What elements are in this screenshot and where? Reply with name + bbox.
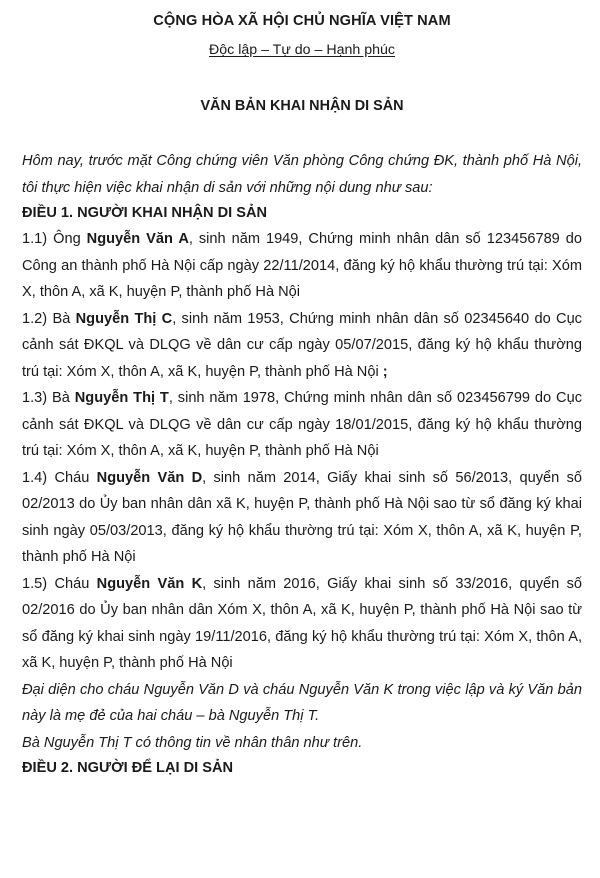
heir-prefix: 1.5) Cháu [22, 575, 97, 592]
heir-item-1 [22, 226, 582, 306]
heir-name: Nguyễn Văn K [96, 575, 203, 592]
heir-item-3 [22, 385, 582, 465]
representative-note: Đại diện cho cháu Nguyễn Văn D và cháu Nguyễn Văn K trong việc lập và ký Văn bản này là mẹ đẻ của hai cháu – bà Nguyễn Thị T. [22, 681, 582, 724]
document-title: VĂN BẢN KHAI NHẬN DI SẢN [200, 98, 404, 114]
heir-item-5 [22, 571, 582, 677]
heir-item-4 [22, 465, 582, 571]
heir-name: Nguyễn Văn A [86, 231, 189, 247]
heir-prefix: 1.2) Bà [22, 310, 76, 327]
heir-details: , sinh năm 2014, Giấy khai sinh số 56/2013, quyển số 02/2013 do Ủy ban nhân dân xã K, huyện P, thành phố Hà Nội sao từ sổ đăng ký khai sinh ngày 05/03/2013, đăng ký hộ khẩu thường trú tại: Xóm X, thôn A, xã K, huyện P, thành phố Hà Nội [22, 469, 582, 565]
identity-note: Bà Nguyễn Thị T có thông tin về nhân thân như trên. [22, 734, 363, 751]
motto-text: Độc lập – Tự do – Hạnh phúc [209, 42, 395, 58]
heir-prefix: 1.4) Cháu [22, 469, 97, 486]
heir-name: Nguyễn Văn D [96, 469, 203, 486]
national-motto [22, 42, 582, 58]
heir-details: , sinh năm 2016, Giấy khai sinh số 33/2016, quyển số 02/2016 do Ủy ban nhân dân Xóm X, thôn A, xã K, huyện P, thành phố Hà Nội sao từ sổ đăng ký khai sinh ngày 19/11/2016, đăng ký hộ khẩu thường trú tại: Xóm X, thôn A, xã K, huyện P, thành phố Hà Nội [22, 575, 582, 671]
heir-suffix: ; [382, 363, 388, 380]
article-1-heading: ĐIỀU 1. NGƯỜI KHAI NHẬN DI SẢN [22, 205, 268, 221]
heir-prefix: 1.3) Bà [22, 390, 75, 406]
heir-details: , sinh năm 1949, Chứng minh nhân dân số 123456789 do Công an thành phố Hà Nội cấp ngày 22/11/2014, đăng ký hộ khẩu thường trú tại: Xóm X, thôn A, xã K, huyện P, thành phố Hà Nội [22, 231, 582, 300]
national-title: CỘNG HÒA XÃ HỘI CHỦ NGHĨA VIỆT NAM [153, 13, 451, 29]
heir-name: Nguyễn Thị T [74, 390, 169, 406]
heir-details: , sinh năm 1953, Chứng minh nhân dân số 02345640 do Cục cảnh sát ĐKQL và DLQG về dân cư cấp ngày 05/07/2015, đăng ký hộ khẩu thường trú tại: Xóm X, thôn A, xã K, huyện P, thành phố Hà Nội [22, 310, 582, 380]
heir-prefix: 1.1) Ông [22, 231, 87, 247]
heir-item-2 [22, 306, 582, 386]
heir-name: Nguyễn Thị C [75, 310, 173, 327]
article-2-heading: ĐIỀU 2. NGƯỜI ĐỂ LẠI DI SẢN [22, 760, 234, 776]
heir-details: , sinh năm 1978, Chứng minh nhân dân số 023456799 do Cục cảnh sát ĐKQL và DLQG về dân cư cấp ngày 18/01/2015, đăng ký hộ khẩu thường trú tại: Xóm X, thôn A, xã K, huyện P, thành phố Hà Nội [22, 390, 582, 459]
intro-paragraph: Hôm nay, trước mặt Công chứng viên Văn phòng Công chứng ĐK, thành phố Hà Nội, tôi thực hiện việc khai nhận di sản với những nội dung như sau: [22, 153, 582, 196]
document-body [22, 148, 582, 781]
